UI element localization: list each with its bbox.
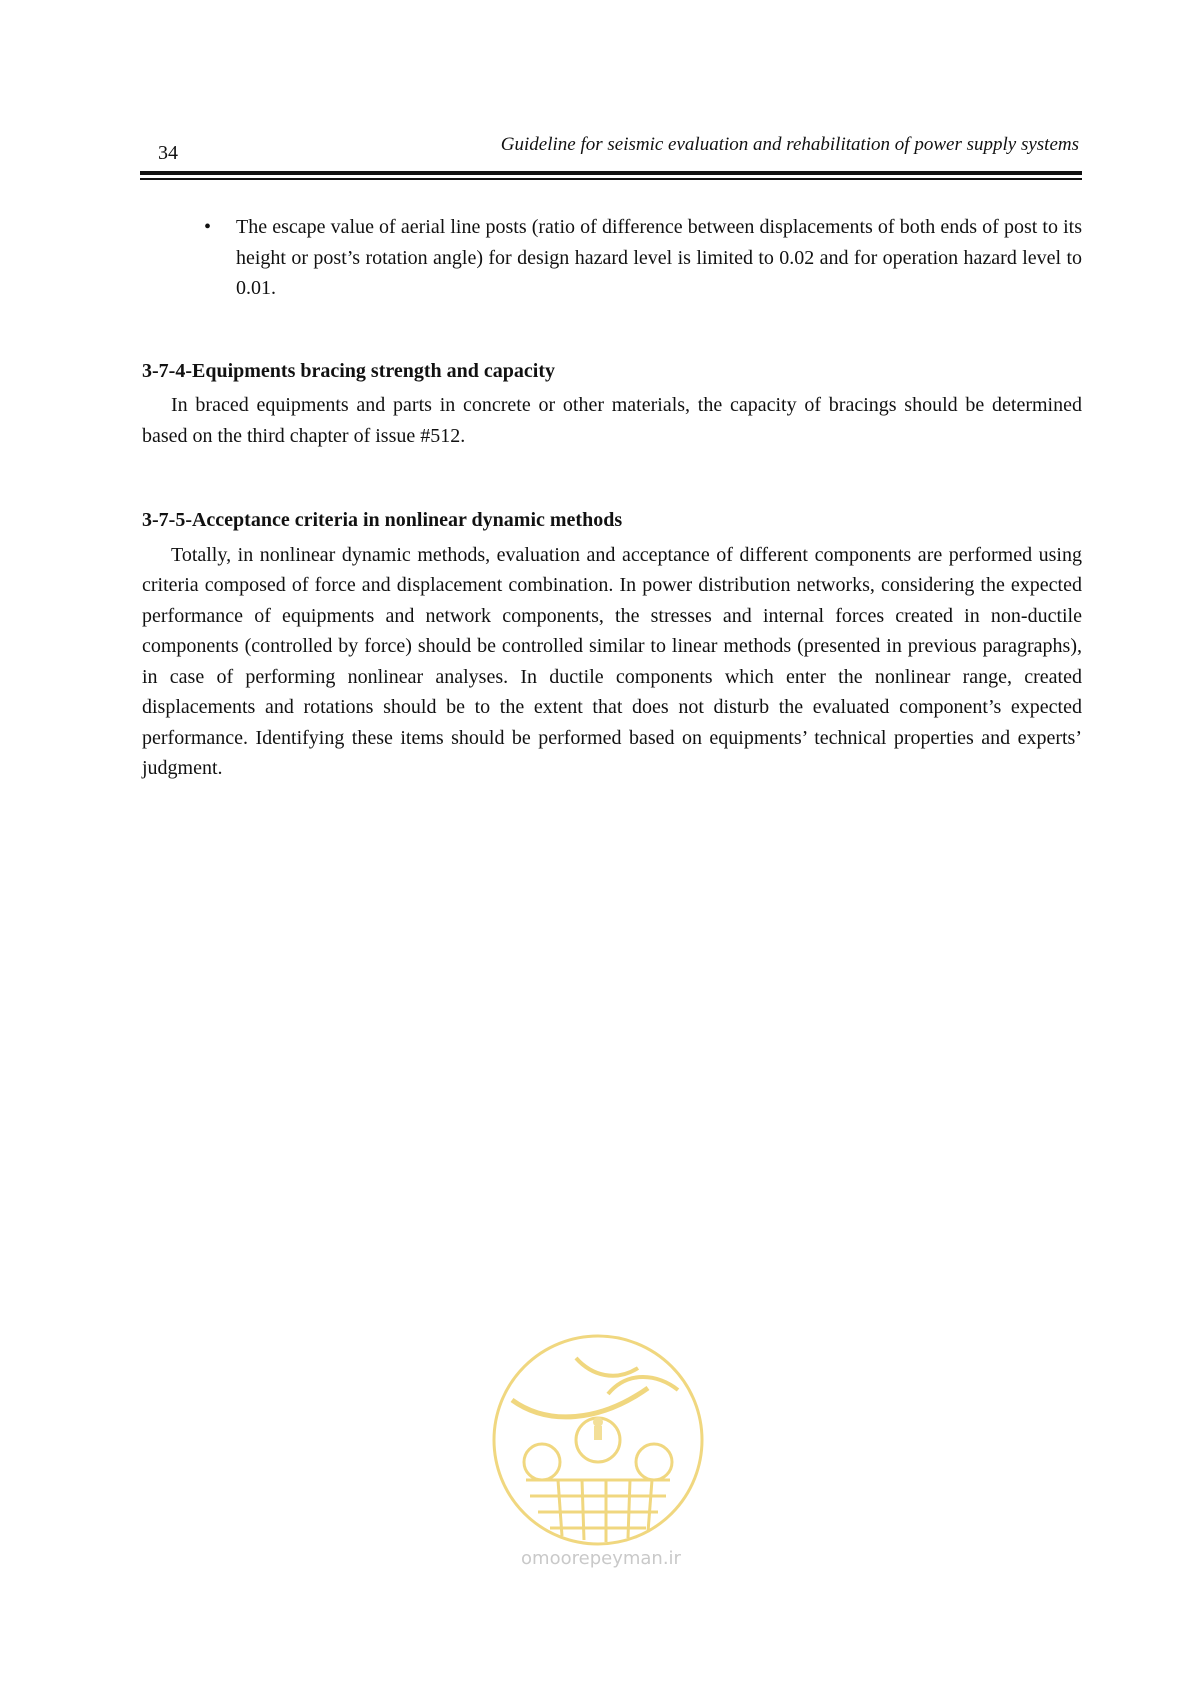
bullet-text: The escape value of aerial line posts (ratio of difference between displacements of both ends of post to its height or post’s rotation angle) for design hazard level is limited to 0.02 and for operation hazard level to 0.01. <box>236 216 1082 299</box>
section-heading: 3-7-5-Acceptance criteria in nonlinear dynamic methods <box>142 509 623 531</box>
bullet-marker: • <box>204 216 212 238</box>
section-heading: 3-7-4-Equipments bracing strength and capacity <box>142 359 555 382</box>
header-rule-thick <box>140 171 1082 175</box>
section-paragraph: In braced equipments and parts in concrete or other materials, the capacity of bracings should be determined based on the third chapter of issue #512. <box>142 394 1082 447</box>
bullet-item <box>204 212 1082 304</box>
header-rule-thin <box>140 178 1082 180</box>
page-number: 34 <box>158 142 178 164</box>
section-paragraph: Totally, in nonlinear dynamic methods, evaluation and acceptance of different components are performed using criteria composed of force and displacement combination. In power distribution networks, considering the expected performance of equipments and network components, the stresses and internal forces created in non-ductile components (controlled by force) should be controlled similar to linear methods (presented in previous paragraphs), in case of performing nonlinear analyses. In ductile components which enter the nonlinear range, created displacements and rotations should be to the extent that does not disturb the evaluated component’s expected performance. Identifying these items should be performed based on equipments’ technical properties and experts’ judgment. <box>142 543 1082 779</box>
running-title: Guideline for seismic evaluation and rehabilitation of power supply systems <box>500 134 1079 155</box>
page-body <box>142 212 1082 784</box>
watermark-caption: omoorepeyman.ir <box>521 1548 681 1569</box>
watermark-seal-icon <box>488 1330 708 1550</box>
